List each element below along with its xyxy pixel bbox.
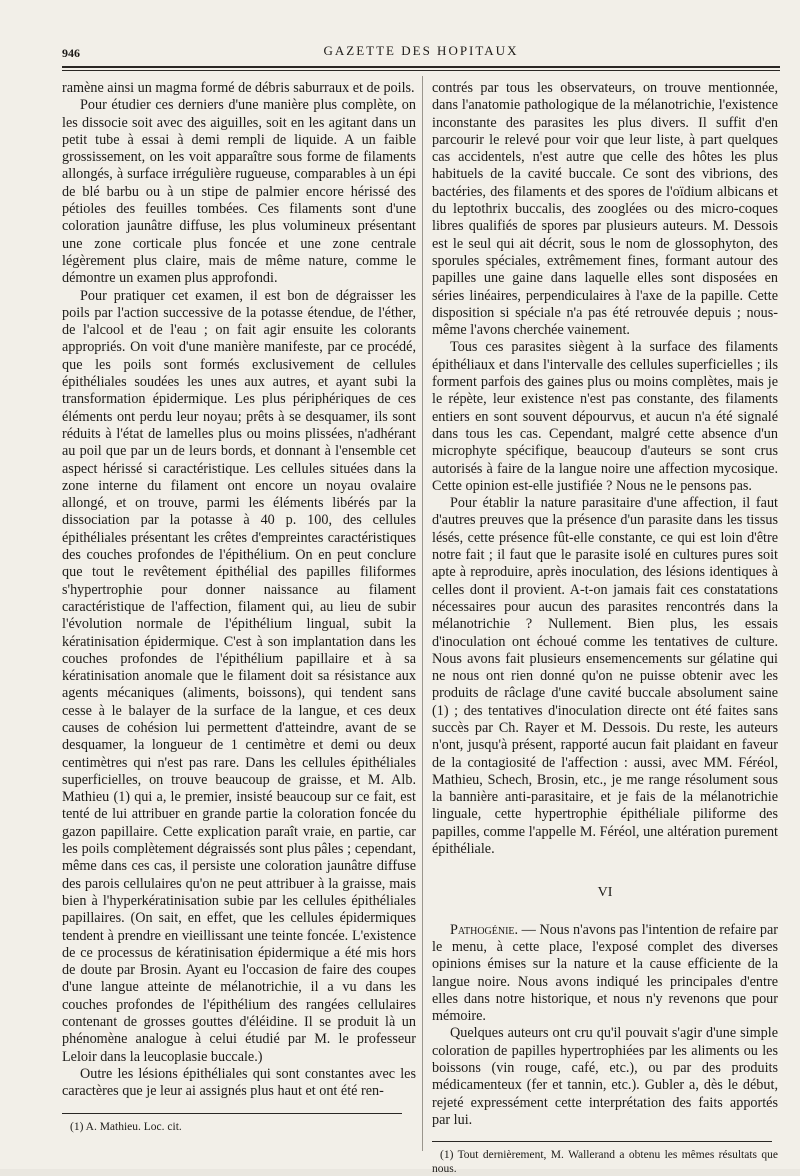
- paragraph: [432, 922, 778, 1026]
- paragraph: Pour établir la nature parasitaire d'une affection, il faut d'autres preuves que la présence d'un parasite dans les tissus lésés, cette présence fût-elle constante, ce qui est loin d'être notre fait ; il faut que le parasite isolé en cultures pures soit apte à reproduire, après inoculation, des lésions identiques à celles dont il provient. A-t-on jamais fait ces constatations nécessaires pour aucun des parasites rencontrés dans la mélanotrichie ? Nullement. Bien plus, les essais d'inoculation ont échoué comme les tentatives de culture. Nous avons fait plusieurs ensemencements sur gélatine qui ne nous ont rien donné qu'on ne puisse obtenir avec les produits de râclage d'une cavité buccale absolument saine (1) ; des tentatives d'inoculation directe ont été faites sans succès par Ch. Rayer et M. Dessois. Du reste, les auteurs n'ont, jusqu'à présent, rapporté aucun fait plaidant en faveur de la contagiosité de l'affection : aussi, avec MM. Féréol, Mathieu, Schech, Brosin, etc., je me range résolument sous la bannière anti-parasitaire, et je fais de la mélanotrichie linguale, cette hypertrophie épithéliale piliforme des papilles, comme l'appelle M. Féréol, une altération purement épithéliale.: [432, 495, 778, 858]
- running-title: GAZETTE DES HOPITAUX: [323, 43, 519, 58]
- paragraph: Tous ces parasites siègent à la surface des filaments épithéliaux et dans l'intervalle des cellules superficielles ; ils forment parfois des gaines plus ou moins complètes, mais je le répète, leur existence n'est pas constante, des filaments entiers en sont souvent dépourvus, et aucun n'a été signalé dans tous les cas. Cependant, malgré cette absence d'un microphyte spécifique, beaucoup d'auteurs se sont crus autorisés à faire de la langue noire une affection mycosique. Cette opinion est-elle justifiée ? Nous ne le pensons pas.: [432, 339, 778, 494]
- footnote-rule: [432, 1141, 772, 1142]
- paragraph-text: — Nous n'avons pas l'intention de refaire par le menu, à cette place, l'exposé complet des diverses opinions émises sur la nature et la cause efficiente de la langue noire. Nous avons indiqué les principales d'entre elles dans notre historique, et nous n'y revenons que pour mémoire.: [432, 921, 778, 1025]
- footnote: (1) A. Mathieu. Loc. cit.: [70, 1120, 182, 1133]
- header-rule-thin: [62, 70, 780, 71]
- section-lead: Pathogénie.: [450, 921, 519, 938]
- header-rule: [62, 66, 780, 68]
- left-column: [62, 80, 416, 1134]
- footnote-rule: [62, 1113, 402, 1114]
- paragraph: Pour étudier ces derniers d'une manière plus complète, on les dissocie soit avec des aiguilles, soit en les agitant dans un petit tube à essai à demi rempli de liquide. A un faible grossissement, on les voit apparaître sous forme de filaments allongés, à surface irrégulière rugueuse, comparables à un épi de blé barbu ou à un stipe de palmier encore hérissé des pétioles des feuilles tombées. Ces filaments sont d'une coloration jaunâtre diffuse, les plus volumineux présentant une zone corticale plus foncée et une zone centrale légèrement plus claire, mais de même nature, comme le démontre un examen plus approfondi.: [62, 97, 416, 287]
- column-divider: [422, 76, 423, 1151]
- paragraph: ramène ainsi un magma formé de débris saburraux et de poils.: [62, 80, 415, 96]
- footnote: (1) Tout dernièrement, M. Wallerand a obtenu les mêmes résultats que nous.: [432, 1149, 778, 1176]
- section-number: VI: [597, 885, 613, 901]
- right-column: [432, 80, 778, 1176]
- paragraph: Pour pratiquer cet examen, il est bon de dégraisser les poils par l'action successive de la potasse étendue, de l'éther, de l'alcool et de l'eau ; on fait agir ensuite les colorants appropriés. On voit d'une manière manifeste, par ce procédé, que les poils sont formés exclusivement de cellules épithéliales soudées les unes aux autres, et ayant subi la transformation épidermique. Les plus périphériques de ces éléments ont perdu leur noyau; prêts à se desquamer, ils sont réduits à l'état de lamelles plus ou moins plissées, n'adhérant au poil que par un de leurs bords, et donnant à l'ensemble cet aspect hérissé si caractéristique. Les cellules situées dans la zone interne du filament ont encore un noyau ovalaire allongé, et on trouve, parmi les éléments libérés par la dissociation par la potasse à 40 p. 100, des cellules épithéliales présentant les crêtes d'empreintes caractéristiques des couches profondes de l'épithélium. On en peut conclure que tout le revêtement épithélial des papilles filiformes s'hypertrophie pour donner naissance au filament caractéristique de l'affection, filament qui, au lieu de subir l'évolution normale de l'épithélium lingual, subit la kératinisation épidermique. C'est à son implantation dans les couches profondes de l'épithélium papillaire et à sa kératinisation anomale que le filament doit sa résistance aux agents mécaniques (aliments, boissons), qui tendent sans cesse à le balayer de la surface de la langue, et ces deux causes de cohésion lui permettent d'atteindre, avant de se desquamer, la longueur de 1 centimètre et demi ou deux centimètres qui n'est pas rare. Dans les cellules épithéliales superficielles, on trouve beaucoup de graisse, et M. Alb. Mathieu (1) qui a, le premier, insisté beaucoup sur ce fait, est tenté de lui attribuer en grande partie la coloration foncée du gazon papillaire. Cette explication paraît vraie, en partie, car les poils complètement dégraissés sont plus pâles ; cependant, même dans ces cas, il persiste une coloration jaunâtre diffuse des parois cellulaires qu'on ne peut attribuer à la graisse, mais bien à l'hyperkératinisation subie par les cellules épithéliales papillaires. (On sait, en effet, que les cellules épidermiques tendent à prendre en vieillissant une teinte foncée. L'existence de ce processus de kératinisation épidermique a été mis hors de doute par Brosin. Ayant eu l'occasion de faire des coupes d'une langue atteinte de mélanotrichie, il a vu dans les couches profondes de l'épithélium des rangées cellulaires contenant de grosses gouttes d'éléidine. Il se produit là un phénomène analogue à celui étudié par M. le professeur Leloir dans la leucoplasie buccale.): [62, 287, 416, 1065]
- paragraph: Outre les lésions épithéliales qui sont constantes avec les caractères que je leur ai assignés plus haut et ont été ren-: [62, 1065, 416, 1100]
- paragraph: Quelques auteurs ont cru qu'il pouvait s'agir d'une simple coloration de papilles hypertrophiées par les aliments ou les boissons (vin rouge, café, etc.), ou par des produits médicamenteux (fer et tannin, etc.). Gubler a, dès le début, rejeté expressément cette interprétation des faits apportés par lui.: [432, 1025, 778, 1128]
- page-header: [62, 40, 780, 62]
- page-number: 946: [62, 46, 80, 60]
- paragraph: contrés par tous les observateurs, on trouve mentionnée, dans l'anatomie pathologique de la mélanotrichie, l'existence inconstante des parasites les plus divers. Il suffit d'en parcourir le relevé pour voir que leur liste, à part quelques cas accidentels, n'est autre que celle des hôtes les plus habituels de la cavité buccale. Ce sont des vibrions, des bactéries, des filaments et des spores de l'oïdium albicans et du leptothrix buccalis, des zooglées ou des micro-coques libres qualifiés de spores par plusieurs auteurs. M. Dessois est le seul qui ait décrit, sous le nom de glossophyton, des sporules spéciales, extrêmement fines, formant autour des papilles une gaine dans laquelle elles sont disposées en séries linéaires, perpendiculaires à l'axe de la papille. Cette disposition si spéciale n'a pas été retrouvée depuis ; nous-même l'avons cherchée vainement.: [432, 80, 778, 339]
